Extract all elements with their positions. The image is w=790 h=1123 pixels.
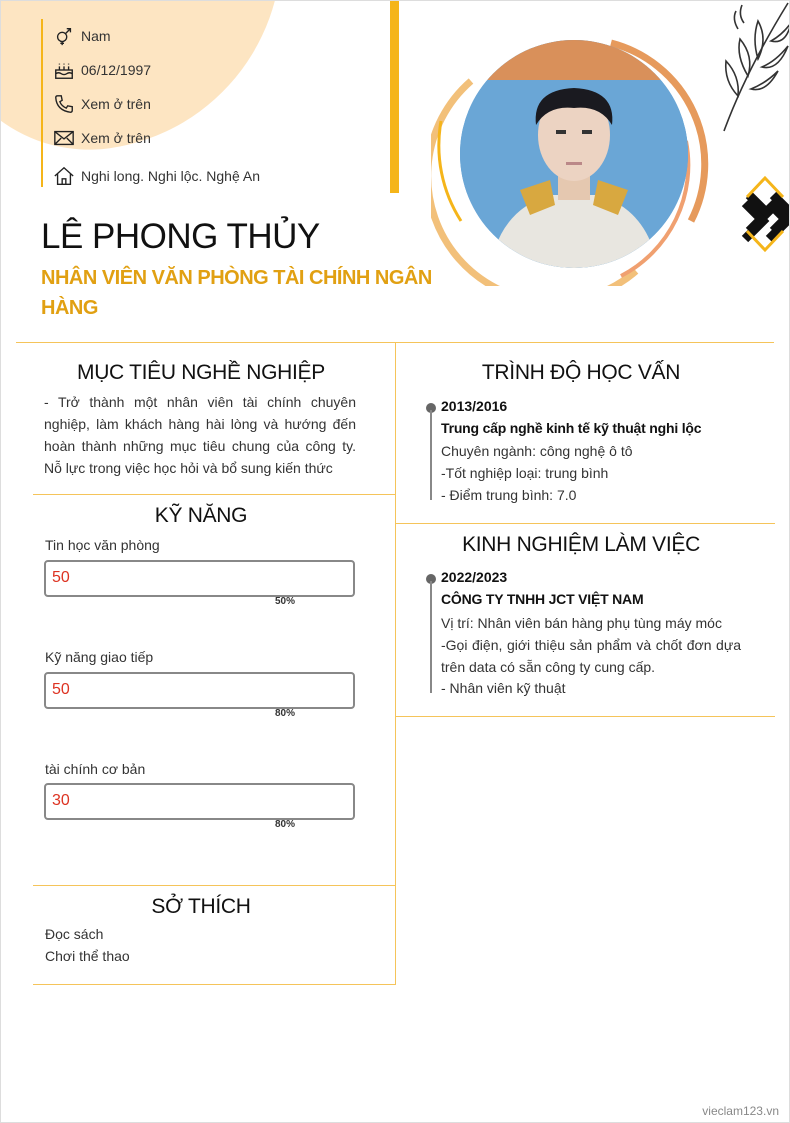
skill-percent: 80% xyxy=(275,708,296,719)
experience-title: KINH NGHIỆM LÀM VIỆC xyxy=(462,533,700,556)
education-divider xyxy=(395,523,775,524)
phone-text[interactable]: Xem ở trên xyxy=(81,96,151,112)
phone-icon xyxy=(53,93,75,115)
hobby-item: Chơi thể thao xyxy=(45,948,130,964)
gender-icon xyxy=(53,25,75,47)
left-edge xyxy=(33,342,34,985)
objective-divider xyxy=(33,494,395,495)
leaf-decoration-icon xyxy=(716,1,790,133)
education-detail: - Điểm trung bình: 7.0 xyxy=(441,487,577,503)
column-divider xyxy=(395,342,396,985)
hobbies-title: SỞ THÍCH xyxy=(151,895,251,918)
birthday-text: 06/12/1997 xyxy=(81,62,152,78)
profile-photo xyxy=(460,40,688,268)
skill-value-field[interactable]: 50 xyxy=(44,672,355,709)
education-detail: -Tốt nghiệp loại: trung bình xyxy=(441,465,609,481)
skills-title: KỸ NĂNG xyxy=(154,504,248,527)
experience-divider xyxy=(395,716,775,717)
skills-divider xyxy=(33,885,395,886)
objective-title: MỤC TIÊU NGHỀ NGHIỆP xyxy=(77,361,325,384)
photo-frame xyxy=(431,31,711,286)
x-decoration-icon xyxy=(741,173,790,263)
hobbies-divider xyxy=(33,984,395,985)
home-icon xyxy=(53,165,75,187)
objective-text: - Trở thành một nhân viên tài chính chuyên nghiệp, làm khách hàng hài lòng và hướng đến hoàn thành những mục tiêu chung của công ty. Nỗ lực trong việc học hỏi và bổ sung kiến thức xyxy=(44,394,356,476)
skill-label: Kỹ năng giao tiếp xyxy=(45,649,154,665)
experience-entry xyxy=(421,569,751,699)
contact-phone xyxy=(53,87,281,121)
education-detail: Chuyên ngành: công nghệ ô tô xyxy=(441,443,633,459)
contact-gender xyxy=(53,19,281,53)
skill-value-field[interactable]: 50 xyxy=(44,560,355,597)
experience-detail: - Nhân viên kỹ thuật xyxy=(441,680,566,696)
candidate-role: NHÂN VIÊN VĂN PHÒNG TÀI CHÍNH NGÂN HÀNG xyxy=(41,267,432,319)
timeline-line xyxy=(430,410,432,500)
education-school: Trung cấp nghề kinh tế kỹ thuật nghi lộc xyxy=(441,420,702,436)
email-text[interactable]: Xem ở trên xyxy=(81,130,151,146)
experience-detail: Vị trí: Nhân viên bán hàng phụ tùng máy móc xyxy=(441,615,722,631)
education-date: 2013/2016 xyxy=(441,398,508,414)
gender-text: Nam xyxy=(81,28,111,44)
contact-birthday xyxy=(53,53,281,87)
experience-detail: -Gọi điện, giới thiệu sản phẩm và chốt đơn dựa trên data có sẵn công ty cung cấp. xyxy=(441,637,741,675)
footer-watermark: vieclam123.vn xyxy=(702,1104,779,1118)
skill-label: Tin học văn phòng xyxy=(45,537,160,553)
contact-address xyxy=(53,159,281,193)
education-entry xyxy=(421,398,751,508)
experience-date: 2022/2023 xyxy=(441,569,508,585)
address-text: Nghi long. Nghi lộc. Nghệ An xyxy=(81,168,260,184)
education-title: TRÌNH ĐỘ HỌC VẤN xyxy=(481,361,681,384)
contact-email xyxy=(53,121,281,155)
hobby-item: Đọc sách xyxy=(45,926,104,942)
envelope-icon xyxy=(53,127,75,149)
skill-percent: 80% xyxy=(275,819,296,830)
contact-block xyxy=(41,19,281,187)
candidate-name: LÊ PHONG THỦY xyxy=(41,217,320,256)
experience-company: CÔNG TY TNHH JCT VIỆT NAM xyxy=(441,591,644,607)
skill-percent: 50% xyxy=(275,596,296,607)
timeline-line xyxy=(430,581,432,693)
cake-icon xyxy=(53,59,75,81)
skill-value-field[interactable]: 30 xyxy=(44,783,355,820)
skill-label: tài chính cơ bản xyxy=(45,761,146,777)
accent-bar xyxy=(390,1,399,193)
